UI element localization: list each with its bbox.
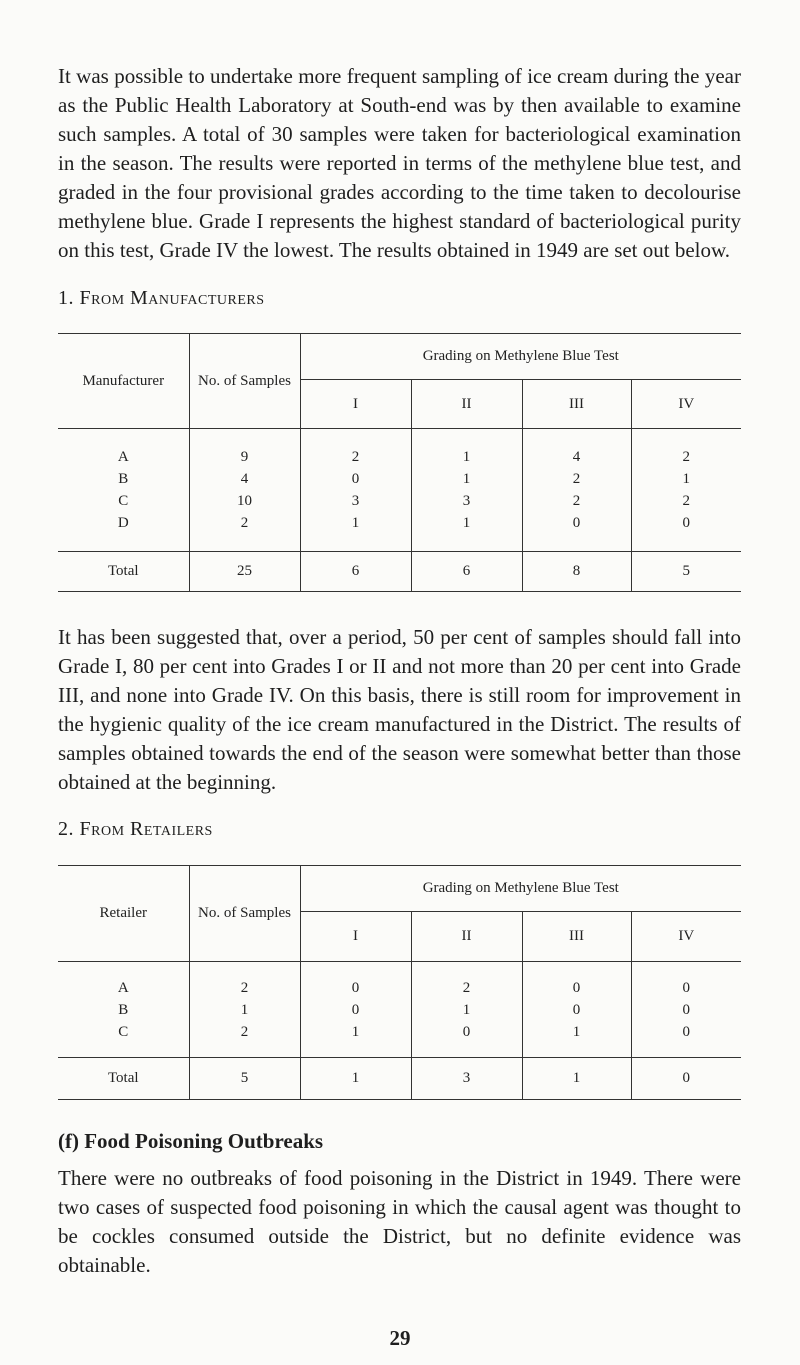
total-grade-iii: 8 [522, 552, 631, 592]
table-cell: 4 [572, 449, 581, 465]
table-cell: 0 [572, 979, 581, 996]
table-cell: 2 [682, 493, 690, 509]
table-cell: B [118, 471, 129, 487]
samples-values [189, 429, 300, 552]
table-cell: 2 [240, 979, 249, 996]
table-cell: 1 [572, 1023, 581, 1040]
column-header-retailer: Retailer [58, 866, 189, 962]
total-samples: 25 [189, 552, 300, 592]
table-cell: 1 [351, 1023, 360, 1040]
table-cell: 1 [462, 449, 471, 465]
total-label: Total [58, 1058, 189, 1100]
table-cell: A [117, 449, 129, 465]
grade-iii-values [522, 962, 631, 1058]
manufacturer-names [58, 429, 189, 552]
table-cell: 1 [462, 1001, 471, 1018]
grade-i-values [300, 962, 411, 1058]
total-grade-ii: 6 [411, 552, 522, 592]
table-cell: 1 [351, 515, 360, 531]
table-cell: C [118, 493, 129, 509]
table-cell: 0 [682, 515, 690, 531]
section-heading-retailers: 2. From Retailers [58, 818, 213, 840]
intro-paragraph: It was possible to undertake more frequent sampling of ice cream during the year as the Public Health Laboratory at South-end was by then available to examine such samples. A total of 30 samples were taken for bacteriological examination in the season. The results were reported in terms of the methylene blue test, and graded in the four provisional grades according to the time taken to decolourise methylene blue. Grade I represents the highest standard of bacteriological purity on this test, Grade IV the lowest. The results obtained in 1949 are set out below. [58, 64, 741, 262]
grade-iv-values [631, 962, 741, 1058]
table-cell: 2 [351, 449, 360, 465]
total-grade-ii: 3 [411, 1058, 522, 1100]
total-grade-iv: 0 [631, 1058, 741, 1100]
total-grade-iii: 1 [522, 1058, 631, 1100]
grade-header: II [411, 912, 522, 962]
column-header-samples: No. of Samples [189, 866, 300, 962]
grade-i-values [300, 429, 411, 552]
table-cell: 2 [240, 515, 249, 531]
table-cell: 0 [572, 1001, 581, 1018]
table-cell: 3 [351, 493, 360, 509]
table-cell: 3 [462, 493, 471, 509]
table-cell: 9 [240, 449, 249, 465]
table-cell: 0 [682, 1023, 690, 1040]
table-cell: 0 [572, 515, 581, 531]
food-poisoning-paragraph: There were no outbreaks of food poisoning in the District in 1949. There were two cases of suspected food poisoning in which the causal agent was thought to be cockles consumed outside the District, but no definite evidence was obtainable. [58, 1166, 741, 1277]
table-cell: 4 [240, 471, 249, 487]
table-cell: 0 [682, 1001, 690, 1018]
total-grade-i: 6 [300, 552, 411, 592]
grade-ii-values [411, 429, 522, 552]
page-number: 29 [389, 1326, 411, 1350]
grade-header: IV [631, 380, 741, 429]
column-header-grading: Grading on Methylene Blue Test [300, 866, 741, 912]
table-cell: 0 [351, 471, 360, 487]
table-cell: C [118, 1023, 129, 1040]
table-cell: 2 [462, 979, 471, 996]
grade-header: III [522, 912, 631, 962]
grade-header: III [522, 380, 631, 429]
total-grade-iv: 5 [631, 552, 741, 592]
table-cell: A [117, 979, 129, 996]
table-cell: 0 [351, 979, 360, 996]
table-cell: D [117, 515, 129, 531]
table-cell: 0 [462, 1023, 471, 1040]
table-cell: B [118, 1001, 129, 1018]
table-cell: 10 [237, 493, 252, 509]
samples-values [189, 962, 300, 1058]
grade-header: I [300, 912, 411, 962]
section-heading-manufacturers: 1. From Manufacturers [58, 287, 265, 309]
retailer-names [58, 962, 189, 1058]
grade-header: II [411, 380, 522, 429]
grade-header: I [300, 380, 411, 429]
total-label: Total [58, 552, 189, 592]
table-cell: 1 [240, 1001, 249, 1018]
manufacturers-table [58, 333, 741, 592]
table-cell: 1 [682, 471, 690, 487]
retailers-table [58, 865, 741, 1100]
column-header-grading: Grading on Methylene Blue Test [300, 334, 741, 380]
table-cell: 0 [682, 979, 690, 996]
total-grade-i: 1 [300, 1058, 411, 1100]
table-cell: 2 [572, 493, 581, 509]
column-header-samples: No. of Samples [189, 334, 300, 429]
middle-paragraph: It has been suggested that, over a period, 50 per cent of samples should fall into Grade I, 80 per cent into Grades I or II and not more than 20 per cent into Grade III, and none into Grade IV. On this basis, there is still room for improvement in the hygienic quality of the ice cream manufactured in the District. The results of samples obtained towards the end of the season were somewhat better than those obtained at the beginning. [58, 625, 741, 794]
column-header-manufacturer: Manufacturer [58, 334, 189, 429]
document-page [58, 62, 741, 1280]
section-heading-food-poisoning: (f) Food Poisoning Outbreaks [58, 1129, 324, 1153]
table-cell: 2 [572, 471, 581, 487]
table-cell: 1 [462, 471, 471, 487]
total-samples: 5 [189, 1058, 300, 1100]
grade-iii-values [522, 429, 631, 552]
grade-iv-values [631, 429, 741, 552]
table-cell: 2 [240, 1023, 249, 1040]
grade-header: IV [631, 912, 741, 962]
table-cell: 1 [462, 515, 471, 531]
table-cell: 0 [351, 1001, 360, 1018]
table-cell: 2 [682, 449, 690, 465]
grade-ii-values [411, 962, 522, 1058]
